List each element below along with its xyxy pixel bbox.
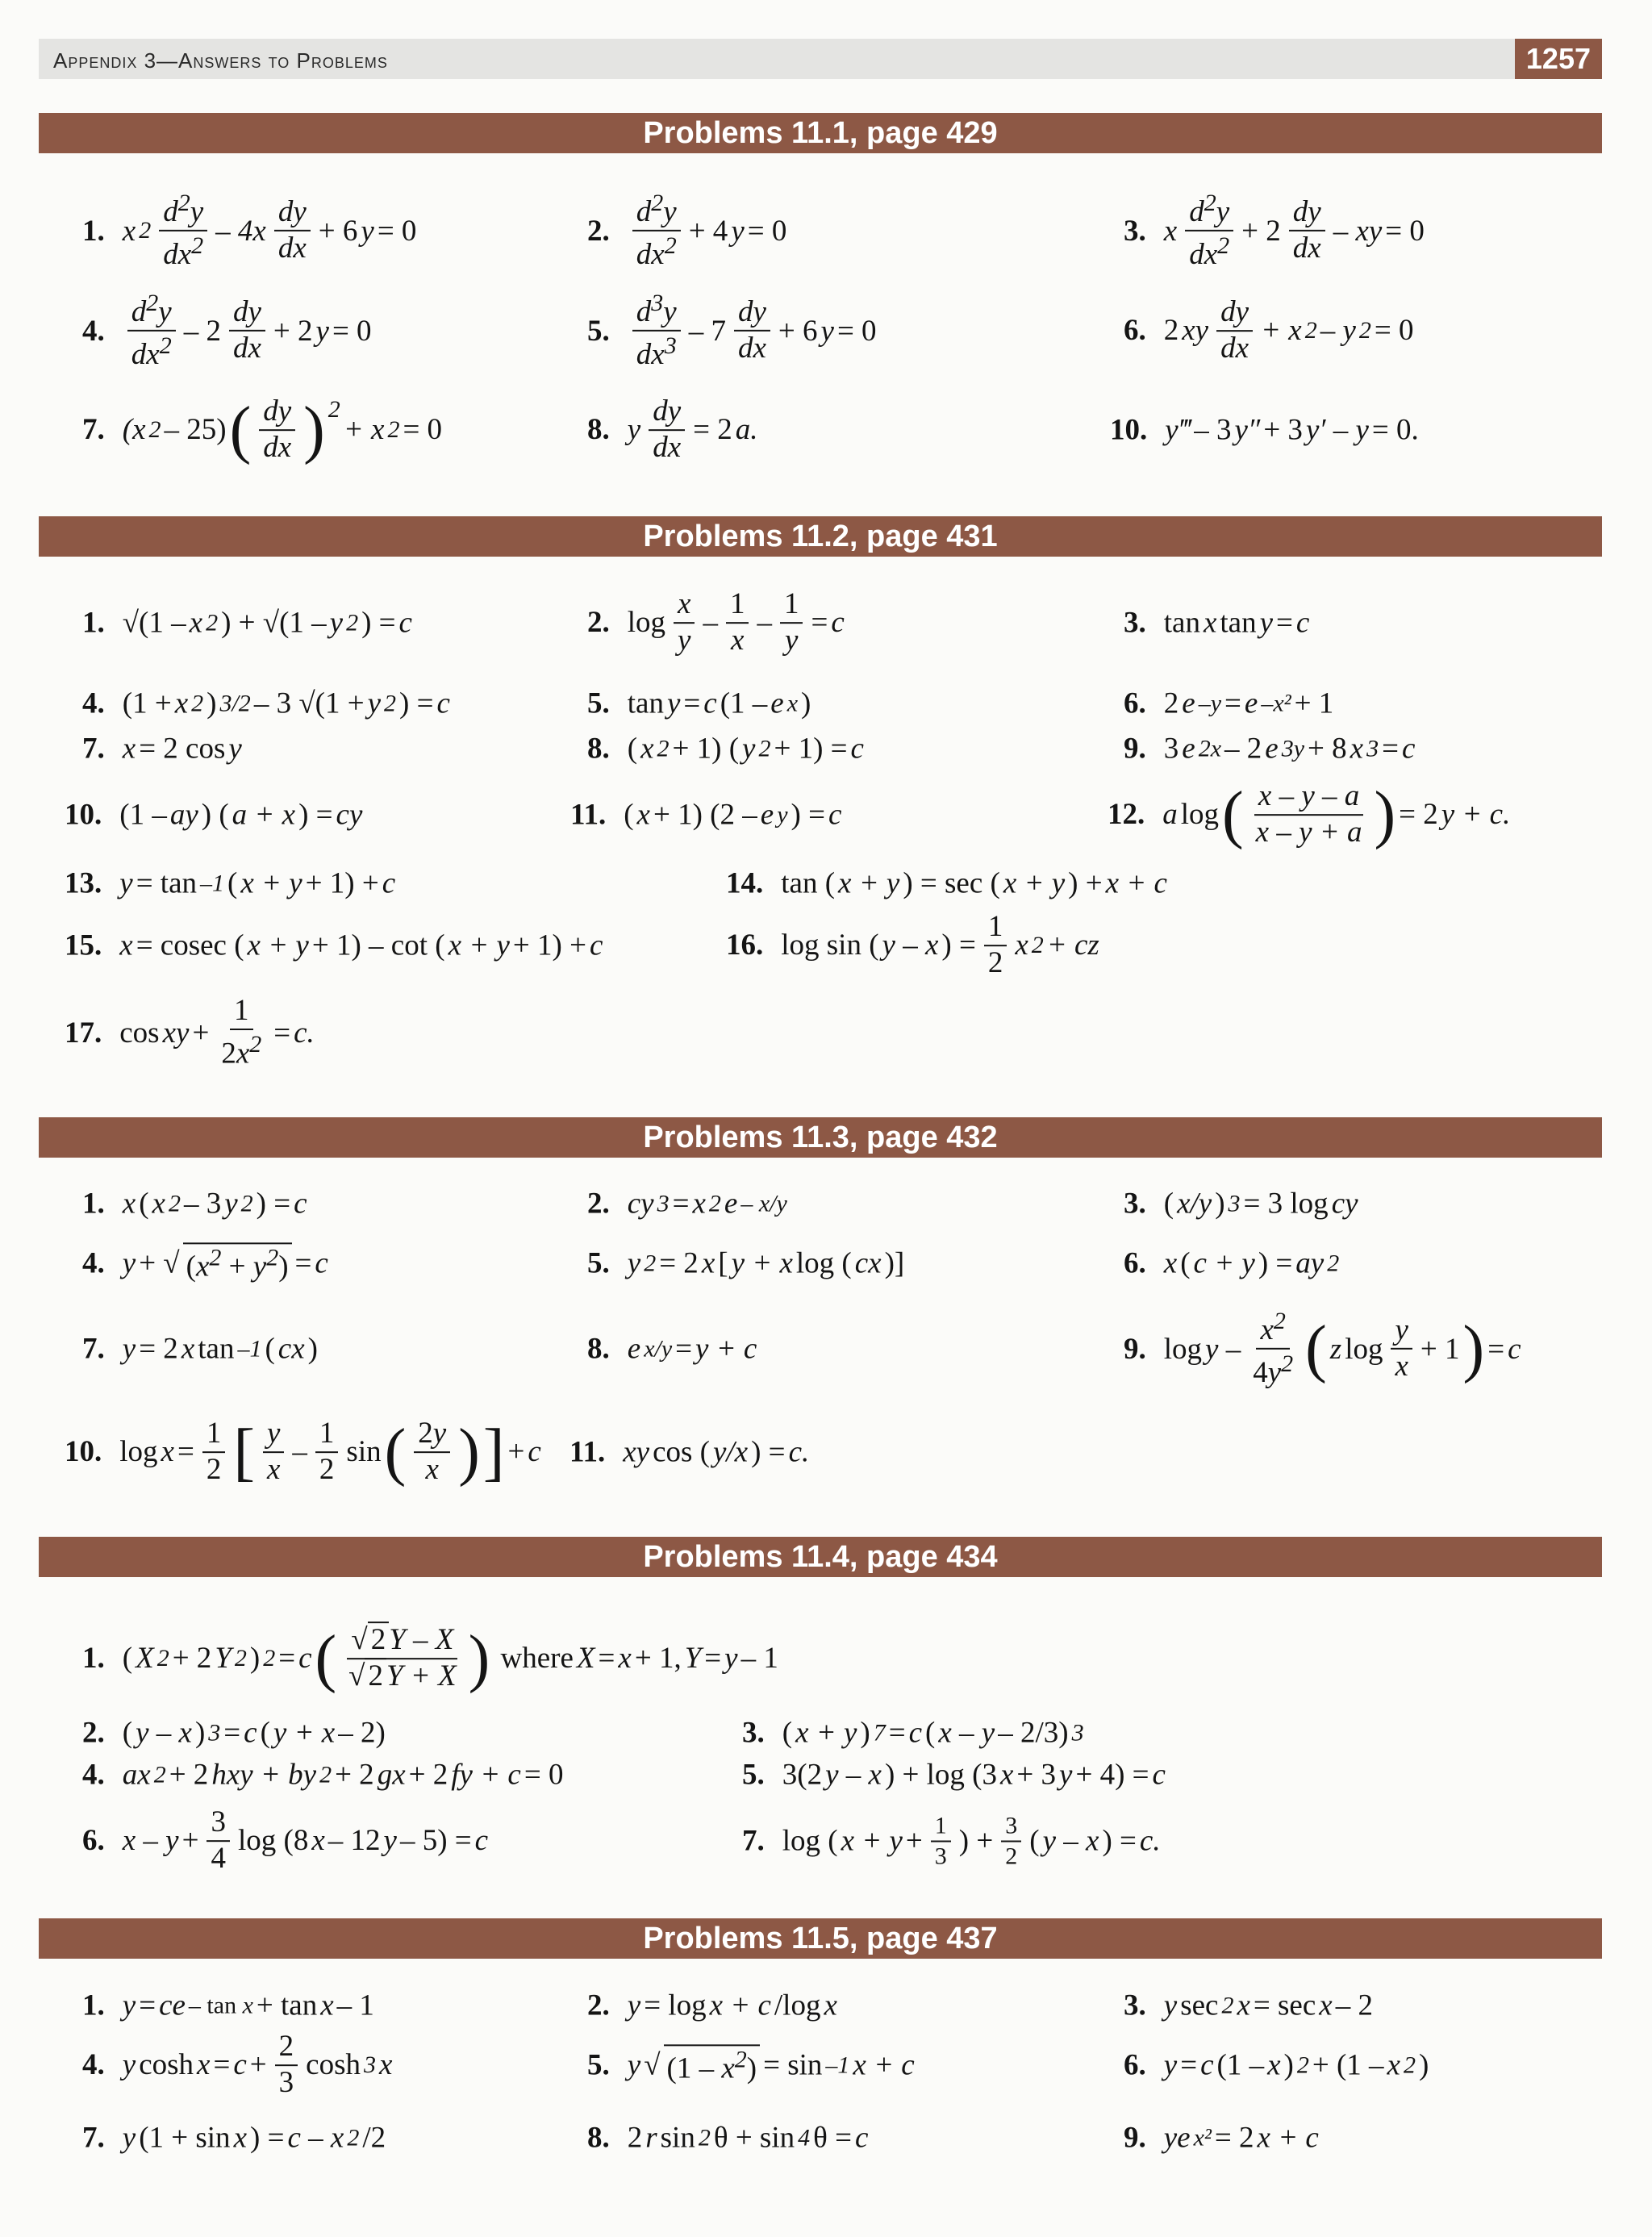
answer: 8. y $\frac{dy}{dx}$ = 2 a.	[587, 394, 758, 464]
answer: 2. log $\frac{x}{y}$ – $\frac{1}{x}$ – $\frac{1}{y}$ = c	[587, 587, 845, 657]
answer: 8. ( x 2 + 1) ( y 2 + 1) = c	[587, 732, 864, 766]
answer: 14. tan ( x + y ) = sec ( x + y ) + x + c	[726, 866, 1167, 900]
answer: 3. y sec 2 x = sec x – 2	[1124, 1989, 1373, 2022]
running-head	[39, 39, 1602, 79]
answer: 4. (1 + x 2 ) 3/2 – 3 √(1 + y 2 ) = c	[82, 687, 450, 720]
running-head-title: Appendix 3—Answers to Problems	[53, 48, 388, 73]
answer: 3. tan x tan y = c	[1124, 606, 1310, 640]
answer: 6. x – y + $\frac{3}{4}$ log (8 x – 12 y – 5) = c	[82, 1805, 489, 1875]
answer: 10. (1 – ay ) ( a + x ) = cy	[65, 798, 363, 832]
answer: 2. $\frac{d^2y}{dx^2}$ + 4 y = 0	[587, 189, 787, 272]
answer: 2. y = log x + c /log x	[587, 1989, 837, 2022]
answer: 9. log y – $\frac{x^2}{4y^2}$ ( z log $\frac{y}{x}$ + 1 ) = c	[1124, 1307, 1521, 1390]
answer: 5. y 2 = 2 x [ y + x log ( cx )]	[587, 1246, 905, 1280]
answer: 3. x $\frac{d^2y}{dx^2}$ + 2 $\frac{dy}{dx}$ – xy = 0	[1124, 189, 1425, 272]
answer: 6. 2 xy $\frac{dy}{dx}$ + x 2 – y 2 = 0	[1124, 295, 1414, 365]
answer: 6. x ( c + y ) = ay 2	[1124, 1246, 1340, 1280]
answer: 9. ye x² = 2 x + c	[1124, 2121, 1319, 2155]
answer: 17. cos xy + $\frac{1}{2x^2}$ = c.	[65, 993, 315, 1071]
answer: 7. (x 2 – 25) ( $\frac{dy}{dx}$ ) $^2$ + x $_2$ = 0	[82, 394, 443, 465]
answer: 2. cy 3 = x 2 e – x/y	[587, 1187, 787, 1221]
answer: 5. y √ $(1 - x^2)$ = sin –1 x + c	[587, 2046, 915, 2085]
section-heading: Problems 11.1, page 429	[39, 113, 1602, 153]
answer: 11. ( x + 1) (2 – e y ) = c	[570, 798, 842, 832]
answer: 11. xy cos ( y/x ) = c.	[569, 1435, 810, 1469]
answer: 1. ( X 2 + 2 Y 2 ) 2 = c ( $\frac{√ 2 Y - X}{√ 2 Y + X}$ ) where X = x + 1, Y = y – 1	[82, 1623, 778, 1694]
answer: 6. y = c (1 – x ) 2 + (1 – x 2 )	[1124, 2048, 1429, 2082]
answer: 7. y (1 + sin x ) = c – x 2 /2	[82, 2121, 386, 2155]
answer: 1. √(1 – x 2 ) + √(1 – y 2 ) = c	[82, 606, 412, 640]
answer: 4. $\frac{d^2y}{dx^2}$ – 2 $\frac{dy}{dx}$ + 2 y = 0	[82, 289, 372, 372]
answer: 10. log x = $\frac{1}{2}$ [ $\frac{y}{x}$ – $\frac{1}{2}$ sin ( $\frac{2y}{x}$ ) ] + c	[65, 1417, 541, 1488]
answer: 7. log ( x + y + $\frac{1}{3}$ ) + $\frac{3}{2}$ ( y – x ) = c.	[742, 1812, 1161, 1869]
answer: 8. 2 r sin 2 θ + sin 4 θ = c	[587, 2121, 869, 2155]
answer: 6. 2 e –y = e –x² + 1	[1124, 687, 1334, 720]
answer: 8. e x/y = y + c	[587, 1332, 757, 1366]
answer: 12. a log ( $\frac{x - y - a}{x - y + a}$ ) = 2 y + c.	[1108, 779, 1511, 850]
answer: 3. ( x/y ) 3 = 3 log cy	[1124, 1187, 1358, 1221]
answer: 4. y cosh x = c + $\frac{2}{3}$ cosh 3 x	[82, 2030, 393, 2099]
answer: 5. 3(2 y – x ) + log (3 x + 3 y + 4) = c	[742, 1758, 1166, 1792]
section-heading: Problems 11.4, page 434	[39, 1537, 1602, 1577]
answer: 5. $\frac{d^3y}{dx^3}$ – 7 $\frac{dy}{dx}$ + 6 y = 0	[587, 289, 877, 372]
answer: 9. 3 e 2x – 2 e 3y + 8 x 3 = c	[1124, 732, 1416, 766]
answer: 10. y‴ – 3 y″ + 3 y′ – y = 0.	[1110, 413, 1419, 447]
answer: 3. ( x + y ) 7 = c ( x – y – 2/3) 3	[742, 1716, 1084, 1750]
page-number: 1257	[1515, 39, 1602, 79]
answer: 4. y + √ $(x^2 + y^2)$ = c	[82, 1244, 328, 1283]
section-heading: Problems 11.2, page 431	[39, 516, 1602, 557]
answer: 15. x = cosec ( x + y + 1) – cot ( x + y + 1) + c	[65, 929, 603, 962]
section-heading: Problems 11.3, page 432	[39, 1117, 1602, 1158]
answer: 13. y = tan –1 ( x + y + 1) + c	[65, 866, 396, 900]
answer: 4. ax 2 + 2 hxy + by 2 + 2 gx + 2 fy + c = 0	[82, 1758, 564, 1792]
answer: 16. log sin ( y – x ) = $\frac{1}{2}$ x 2 + cz	[726, 910, 1099, 979]
answer: 1. x ( x 2 – 3 y 2 ) = c	[82, 1187, 307, 1221]
answer: 1. x 2 $\frac{d^2y}{dx^2}$ – 4x $\frac{dy}{dx}$ + 6 y = 0	[82, 189, 417, 272]
answer: 7. x = 2 cos y	[82, 732, 242, 766]
answer: 1. y = ce – tan x + tan x – 1	[82, 1989, 374, 2022]
answer: 7. y = 2 x tan –1 ( cx )	[82, 1332, 318, 1366]
answer: 5. tan y = c (1 – e x )	[587, 687, 811, 720]
answer: 2. ( y – x ) 3 = c ( y + x – 2)	[82, 1716, 386, 1750]
section-heading: Problems 11.5, page 437	[39, 1918, 1602, 1959]
